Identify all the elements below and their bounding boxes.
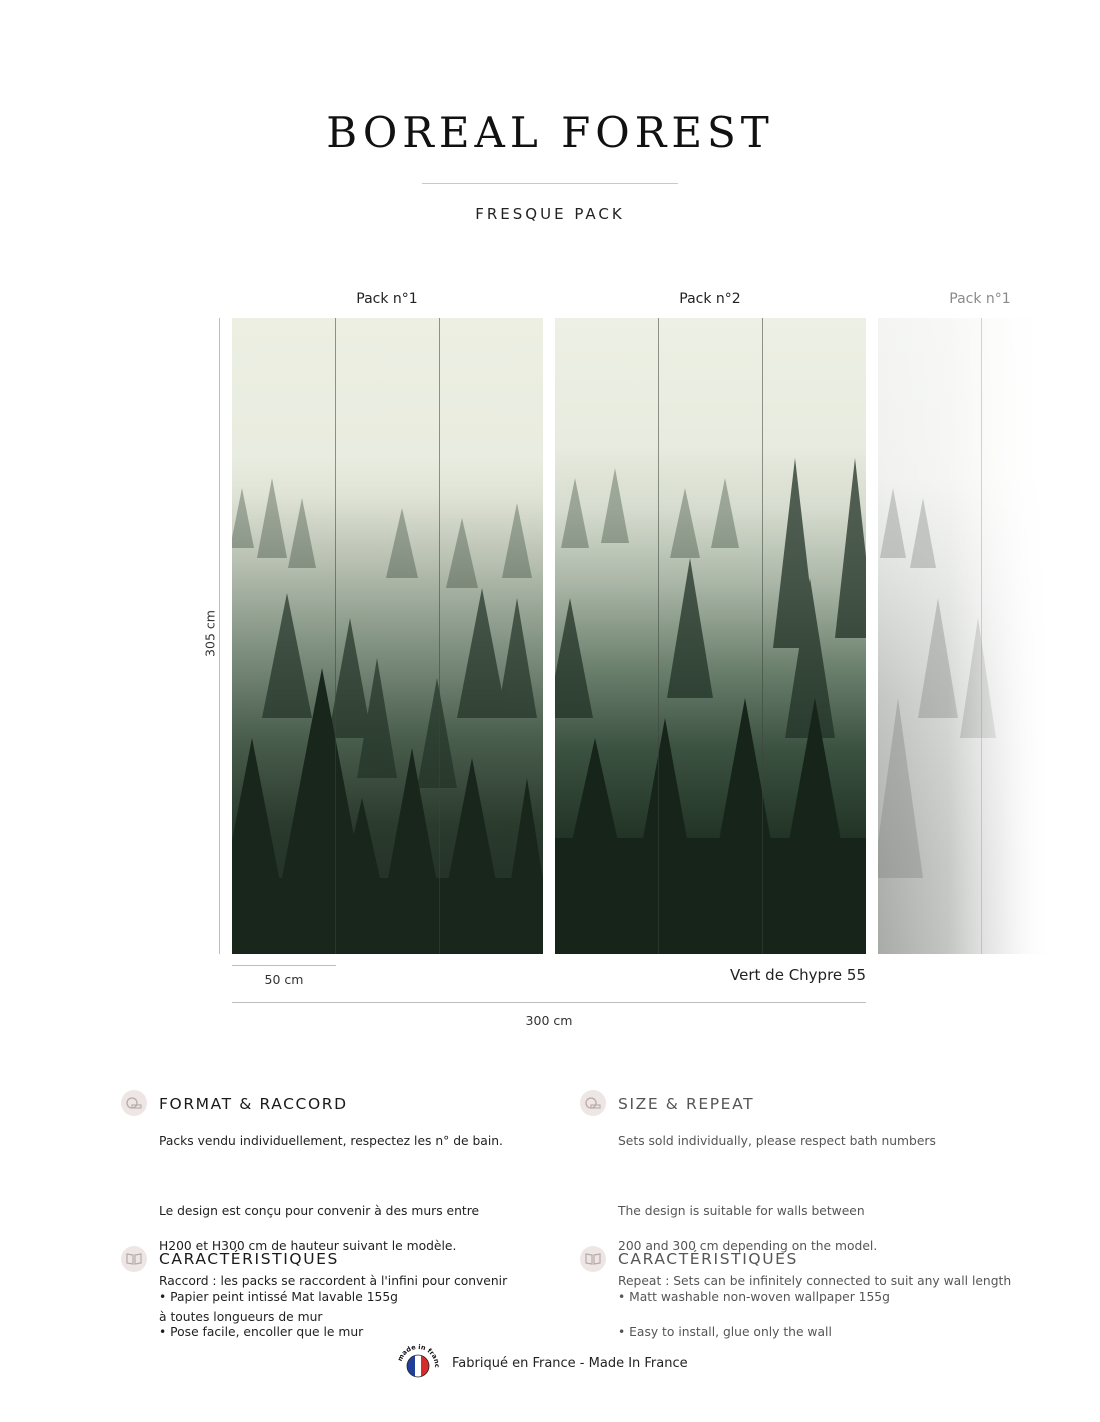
height-dimension-label: 305 cm (202, 610, 218, 657)
strip-seam (335, 318, 336, 954)
total-width-dimension-line (232, 1002, 866, 1003)
mural-panel-pack-1 (232, 318, 543, 954)
strip-width-label: 50 cm (264, 972, 304, 987)
tape-measure-icon (580, 1090, 606, 1116)
char-en-title: CARACTÉRISTIQUES (618, 1250, 798, 1268)
page-title: BOREAL FOREST (326, 108, 774, 157)
format-en-title: SIZE & REPEAT (618, 1095, 755, 1113)
pack-3-label: Pack n°1 (949, 291, 1011, 307)
text-line: Le design est conçu pour convenir à des murs entre (159, 1203, 480, 1218)
text-line: Repeat : Sets can be infinitely connected to suit any wall length (618, 1274, 1012, 1289)
forest-illustration (555, 318, 866, 954)
strip-seam (658, 318, 659, 954)
text-line: The design is suitable for walls between (618, 1203, 865, 1218)
text-line: Sets sold individually, please respect bath numbers (618, 1133, 936, 1148)
strip-seam (981, 318, 982, 954)
book-icon (580, 1246, 606, 1272)
book-icon (121, 1246, 147, 1272)
char-fr-title: CARACTÉRISTIQUES (159, 1250, 339, 1268)
pack-2-label: Pack n°2 (679, 291, 741, 307)
strip-seam (762, 318, 763, 954)
forest-illustration (232, 318, 543, 954)
france-flag-icon (396, 1344, 440, 1388)
text-line: Packs vendu individuellement, respectez les n° de bain. (159, 1133, 503, 1148)
list-item: • Matt washable non-woven wallpaper 155g (618, 1289, 890, 1304)
pack-1-label: Pack n°1 (356, 291, 418, 307)
made-in-france-badge (396, 1344, 440, 1388)
char-en-body (618, 1271, 1038, 1359)
page-subtitle: FRESQUE PACK (475, 205, 625, 223)
footer-made-in-france: Fabriqué en France - Made In France (452, 1356, 688, 1371)
strip-width-dimension-line (232, 965, 336, 966)
list-item: • Papier peint intissé Mat lavable 155g (159, 1289, 398, 1304)
height-dimension-line (219, 318, 220, 954)
color-name: Vert de Chypre 55 (730, 966, 866, 984)
text-line: à toutes longueurs de mur (159, 1309, 323, 1324)
text-line: Raccord : les packs se raccordent à l'infini pour convenir (159, 1274, 508, 1289)
strip-seam (439, 318, 440, 954)
line-spacer (159, 1168, 559, 1186)
text-line: 200 and 300 cm depending on the model. (618, 1239, 878, 1254)
text-line: H200 et H300 cm de hauteur suivant le modèle. (159, 1239, 457, 1254)
svg-text:made in france: made in fran (396, 1344, 440, 1365)
tape-measure-icon (121, 1090, 147, 1116)
format-fr-title: FORMAT & RACCORD (159, 1095, 348, 1113)
fade-overlay (878, 318, 1054, 954)
char-fr-body (159, 1271, 559, 1359)
title-divider (422, 183, 678, 184)
mural-panel-pack-2 (555, 318, 866, 954)
mural-panel-repeat-preview (878, 318, 1054, 954)
total-width-label: 300 cm (525, 1013, 573, 1028)
list-item: • Pose facile, encoller que le mur (159, 1324, 364, 1339)
line-spacer (618, 1168, 1038, 1186)
list-item: • Easy to install, glue only the wall (618, 1324, 832, 1339)
